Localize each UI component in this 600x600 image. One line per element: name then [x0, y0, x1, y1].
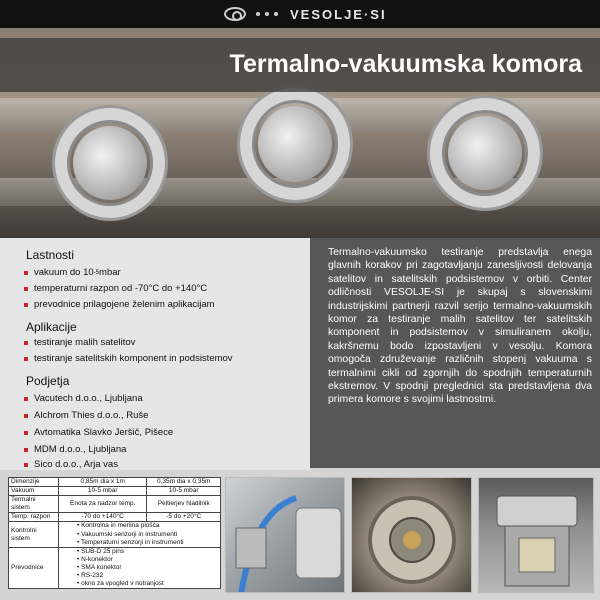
vacuum-clamp-image	[55, 108, 165, 218]
table-row	[9, 478, 221, 487]
description-panel	[310, 238, 600, 468]
table-bullet: • SMA konektor	[77, 564, 218, 572]
vacuum-clamp-image	[430, 98, 540, 208]
table-cell: 0,35m dia x 0,35m	[147, 478, 221, 487]
table-bullet: • Temperaturni senzorji in instrumenti	[77, 539, 218, 547]
table-row	[9, 487, 221, 496]
table-row	[9, 547, 221, 588]
table-bullet: • N-konektor	[77, 556, 218, 564]
table-cell: Peltierjev hladilnik	[147, 496, 221, 513]
table-cell: Termalni sistem	[9, 496, 59, 513]
table-cell: Kontrolni sistem	[9, 522, 59, 547]
list-item: testiranje malih satelitov	[24, 337, 135, 348]
table-cell: 10-5 mbar	[59, 487, 147, 496]
table-cell: Temp. razpon	[9, 513, 59, 522]
list-item: temperaturni razpon od -70°C do +140°C	[24, 283, 207, 294]
chamber-photo	[225, 477, 345, 593]
table-cell	[59, 547, 221, 588]
table-bullet: • SUB-D 25 pins	[77, 548, 218, 556]
table-row	[9, 496, 221, 513]
list-item: Sico d.o.o., Arja vas	[24, 459, 118, 470]
table-cell: -70 do +140°C	[59, 513, 147, 522]
chamber-photo	[351, 477, 472, 593]
info-panel	[0, 238, 310, 470]
list-item	[24, 267, 121, 278]
list-item: Alchrom Thies d.o.o., Ruše	[24, 410, 148, 421]
list-item: MDM d.o.o., Ljubljana	[24, 444, 126, 455]
table-bullet: • Kontrolna in merilna plošča	[77, 522, 218, 530]
item-text: vakuum do 10	[34, 267, 94, 278]
table-cell: Enota za nadzor temp.	[59, 496, 147, 513]
vacuum-clamp-image	[240, 88, 350, 200]
list-item: prevodnice prilagojene želenim aplikacijam	[24, 299, 215, 310]
hero-image	[0, 28, 600, 238]
item-text: mbar	[99, 267, 121, 278]
list-item: Avtomatika Slavko Jeršič, Pišece	[24, 427, 173, 438]
specs-table	[8, 477, 221, 589]
table-cell: Vakuum	[9, 487, 59, 496]
orbit-logo-icon	[224, 7, 246, 21]
header-bar	[0, 0, 600, 28]
chamber-photo	[478, 477, 594, 593]
table-bullet: • RS-232	[77, 572, 218, 580]
page-title: Termalno-vakuumska komora	[229, 50, 582, 78]
brand-name: VESOLJE·SI	[290, 6, 387, 22]
table-row	[9, 513, 221, 522]
section-title-lastnosti: Lastnosti	[26, 248, 75, 262]
chamber-photo-graphic	[479, 478, 594, 593]
section-title-aplikacije: Aplikacije	[26, 320, 77, 334]
section-title-podjetja: Podjetja	[26, 374, 70, 388]
table-cell: -5 do +20°C	[147, 513, 221, 522]
table-cell: 0,85m dia x 1m	[59, 478, 147, 487]
description-text: Termalno-vakuumsko testiranje predstavlja enega glavnih korakov pri zagotavljanju zanesljivosti delovanja satelitov in satelitskih podsistemov v orbiti. Center odličnosti VESOLJE-SI je skupaj s slovenskimi industrijskimi partnerji razvil serijo termalno-vakuumskih komor za testiranje malih satelitov ter satelitskih komponent in podsistemov v simuliranem okolju, kakršnemu bodo izpostavljeni v vesolju. Komora omogoča združevanje različnih stopenj vakuuma s termalnimi cikli od zgornjih do spodnjih temperaturnih ekstremov. V spodnji preglednici sta predstavljena dva primera komore s svojimi lastnostmi.	[328, 247, 592, 406]
dots-icon	[256, 12, 278, 16]
table-row	[9, 522, 221, 547]
table-bullet: • okno za vpogled v notranjost	[77, 580, 218, 588]
chamber-photo-graphic	[226, 478, 345, 593]
table-bullet: • Vakuumski senzorji in instrumenti	[77, 531, 218, 539]
item-superscript: -5	[93, 269, 100, 276]
table-cell: Prevodnice	[9, 547, 59, 588]
list-item: Vacutech d.o.o., Ljubljana	[24, 393, 143, 404]
table-cell: Dimenzije	[9, 478, 59, 487]
list-item: testiranje satelitskih komponent in podsistemov	[24, 353, 233, 364]
table-cell: 10-5 mbar	[147, 487, 221, 496]
chamber-photo-graphic	[352, 478, 472, 593]
table-cell	[59, 522, 221, 547]
brand-logo[interactable]	[224, 5, 387, 23]
